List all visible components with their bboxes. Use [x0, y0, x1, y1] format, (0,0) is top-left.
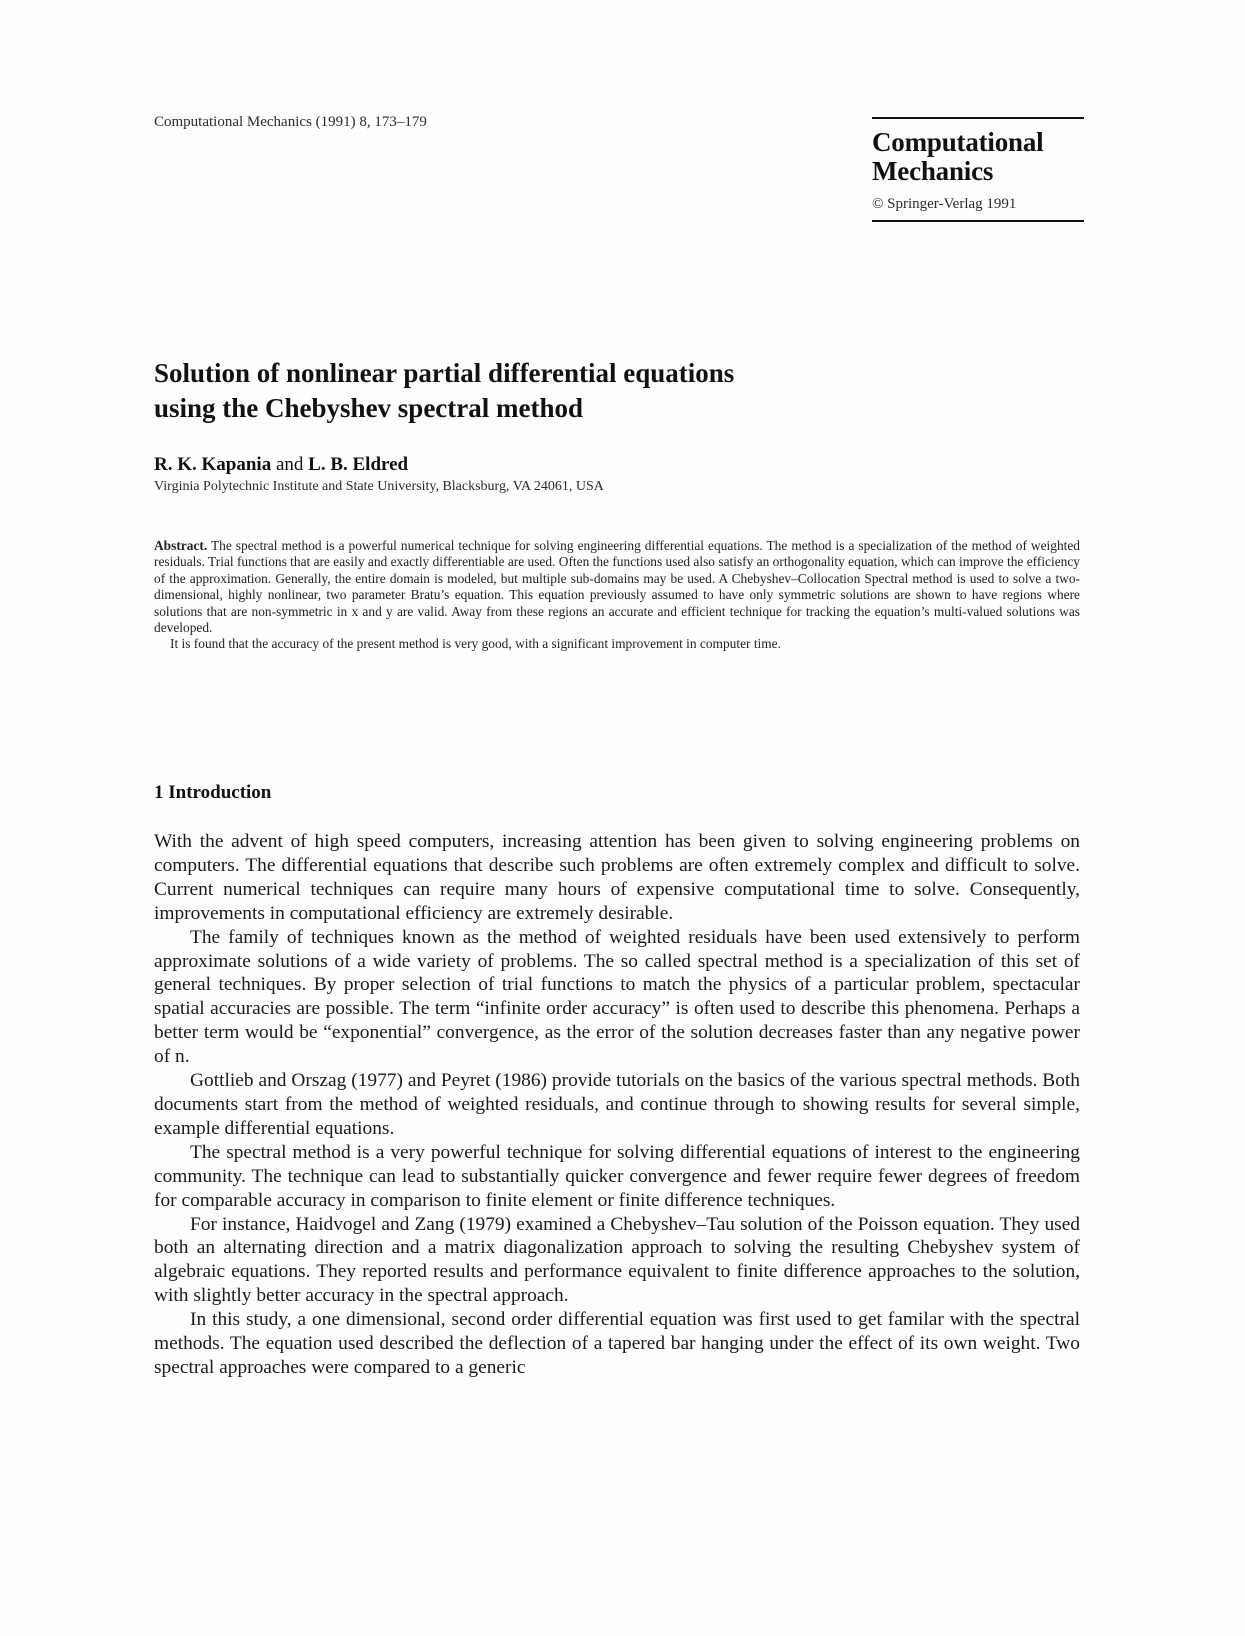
abstract-label: Abstract. [154, 538, 208, 553]
title-line-1: Solution of nonlinear partial differential equations [154, 358, 735, 388]
author-affiliation: Virginia Polytechnic Institute and State University, Blacksburg, VA 24061, USA [154, 479, 604, 494]
abstract-paragraph-2: It is found that the accuracy of the present method is very good, with a significant improvement in computer time. [170, 636, 781, 652]
abstract-paragraph [154, 538, 1080, 636]
intro-paragraph-5: For instance, Haidvogel and Zang (1979) examined a Chebyshev–Tau solution of the Poisson equation. They used both an alternating direction and a matrix diagonalization approach to solving the resulting Chebyshev system of algebraic equations. They reported results and performance equivalent to finite difference approaches to the solution, with slightly better accuracy in the spectral approach. [154, 1213, 1080, 1307]
author-list [154, 454, 408, 476]
brand-bottom-rule [872, 220, 1084, 222]
intro-paragraph-6: In this study, a one dimensional, second order differential equation was first used to get familar with the spectral methods. The equation used described the deflection of a tapered bar hanging under the effect of its own weight. Two spectral approaches were compared to a generic [154, 1309, 1080, 1378]
author-eldred: L. B. Eldred [308, 454, 409, 475]
author-kapania: R. K. Kapania [154, 454, 272, 475]
article-title [154, 356, 994, 426]
journal-brand-block [872, 117, 1084, 222]
journal-brand-title [872, 128, 1084, 186]
intro-paragraph-4: The spectral method is a very powerful technique for solving differential equations of interest to the engineering community. The technique can lead to substantially quicker convergence and fewer require fewer degrees of freedom for comparable accuracy in comparison to finite element or finite difference techniques. [154, 1141, 1080, 1211]
section-heading-introduction: 1 Introduction [154, 782, 272, 803]
brand-title-line-2: Mechanics [872, 156, 994, 186]
abstract-text: The spectral method is a powerful numerical technique for solving engineering differential equations. The method is a specialization of the method of weighted residuals. Trial functions that are easily and exactly differentiable are used. Often the functions used also satisfy an orthogonality equation, which can improve the efficiency of the approximation. Generally, the entire domain is modeled, but multiple sub-domains may be used. A Chebyshev–Collocation Spectral method is used to solve a two-dimensional, highly nonlinear, two parameter Bratu’s equation. This equation previously assumed to have only symmetric solutions are shown to have regions where solutions that are non-symmetric in x and y are valid. Away from these regions an accurate and efficient technique for tracking the equation’s multi-valued solutions was developed. [154, 538, 1080, 636]
brand-top-rule [872, 117, 1084, 119]
brand-title-line-1: Computational [872, 127, 1044, 157]
journal-reference: Computational Mechanics (1991) 8, 173–179 [154, 114, 427, 130]
copyright-notice: © Springer-Verlag 1991 [872, 196, 1017, 212]
title-line-2: using the Chebyshev spectral method [154, 393, 584, 423]
intro-paragraph-3: Gottlieb and Orszag (1977) and Peyret (1986) provide tutorials on the basics of the various spectral methods. Both documents start from the method of weighted residuals, and continue through to showing results for several simple, example differential equations. [154, 1070, 1080, 1139]
intro-paragraph-2: The family of techniques known as the method of weighted residuals have been used extensively to perform approximate solutions of a wide variety of problems. The so called spectral method is a specialization of this set of general techniques. By proper selection of trial functions to match the physics of a particular problem, spectacular spatial accuracies are possible. The term “infinite order accuracy” is often used to describe this phenomena. Perhaps a better term would be “exponential” convergence, as the error of the solution decreases faster than any negative power of n. [154, 926, 1080, 1068]
abstract [154, 538, 1080, 653]
author-conjunction: and [271, 454, 309, 475]
intro-paragraph-1: With the advent of high speed computers, increasing attention has been given to solving engineering problems on computers. The differential equations that describe such problems are often extremely complex and difficult to solve. Current numerical techniques can require many hours of expensive computational time to solve. Consequently, improvements in computational efficiency are extremely desirable. [154, 831, 1080, 924]
introduction-body [154, 830, 1080, 1380]
